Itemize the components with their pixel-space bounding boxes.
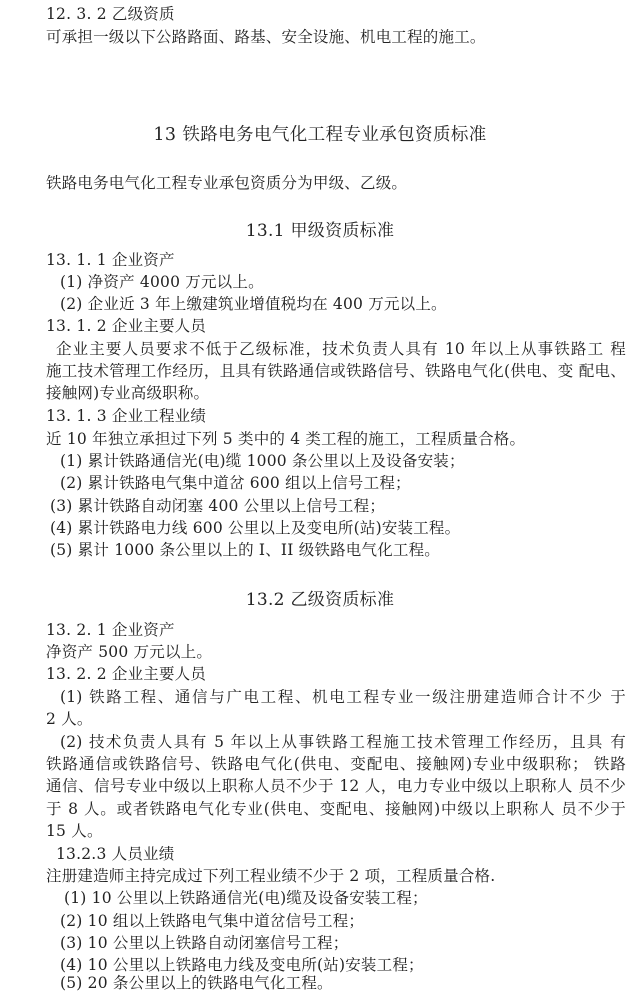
grade-a-assets-heading: 13. 1. 1 企业资产	[46, 251, 175, 269]
grade-a-personnel-text: 企业主要人员要求不低于乙级标准，技术负责人具有 10 年以上从事铁路工 程	[56, 340, 626, 358]
grade-a-performance-heading: 13. 1. 3 企业工程业绩	[46, 407, 207, 425]
grade-b-performance-item: (1) 10 公里以上铁路通信光(电)缆及设备安装工程；	[64, 889, 428, 907]
grade-b-assets-heading: 13. 2. 1 企业资产	[46, 621, 175, 639]
grade-b-personnel-item2: 于 8 人。或者铁路电气化专业(供电、变配电、接触网)中级以上职称人 员不少于	[46, 800, 626, 818]
grade-a-personnel-heading: 13. 1. 2 企业主要人员	[46, 317, 207, 335]
grade-a-performance-item: (3) 累计铁路自动闭塞 400 公里以上信号工程；	[50, 497, 386, 515]
grade-b-title: 13.2 乙级资质标准	[245, 590, 395, 610]
grade-b-assets-text: 净资产 500 万元以上。	[46, 643, 213, 661]
grade-a-performance-intro: 近 10 年独立承担过下列 5 类中的 4 类工程的施工，工程质量合格。	[46, 430, 526, 448]
grade-a-title: 13.1 甲级资质标准	[245, 221, 395, 241]
chapter-13-intro: 铁路电务电气化工程专业承包资质分为甲级、乙级。	[46, 174, 408, 192]
grade-a-personnel-text: 接触网)专业高级职称。	[46, 384, 210, 402]
grade-b-personnel-item1: 2 人。	[46, 710, 93, 728]
grade-b-personnel-item2: 15 人。	[46, 822, 103, 840]
grade-a-performance-item: (4) 累计铁路电力线 600 公里以上及变电所(站)安装工程。	[50, 519, 461, 537]
grade-b-performance-item: (5) 20 条公里以上的铁路电气化工程。	[60, 974, 333, 992]
grade-b-personnel-item2: 铁路通信或铁路信号、铁路电气化(供电、变配电、接触网)专业中级职称； 铁路	[46, 755, 626, 773]
section-12-3-2-heading: 12. 3. 2 乙级资质	[46, 5, 175, 23]
section-12-3-2-text: 可承担一级以下公路路面、路基、安全设施、机电工程的施工。	[46, 28, 486, 46]
grade-b-personnel-item2: (2) 技术负责人具有 5 年以上从事铁路工程施工技术管理工作经历，且具 有	[60, 733, 626, 751]
grade-a-assets-item: (2) 企业近 3 年上缴建筑业增值税均在 400 万元以上。	[60, 295, 447, 313]
grade-a-performance-item: (2) 累计铁路电气集中道岔 600 组以上信号工程；	[60, 474, 411, 492]
grade-b-performance-intro: 注册建造师主持完成过下列工程业绩不少于 2 项，工程质量合格.	[46, 867, 496, 885]
grade-b-performance-item: (2) 10 组以上铁路电气集中道岔信号工程；	[60, 912, 365, 930]
chapter-13-title: 13 铁路电务电气化工程专业承包资质标准	[153, 125, 487, 145]
grade-a-personnel-text: 施工技术管理工作经历，且具有铁路通信或铁路信号、铁路电气化(供电、变 配电、	[46, 362, 626, 380]
grade-b-performance-heading: 13.2.3 人员业绩	[56, 845, 175, 863]
grade-b-performance-item: (3) 10 公里以上铁路自动闭塞信号工程；	[60, 934, 349, 952]
grade-b-personnel-heading: 13. 2. 2 企业主要人员	[46, 665, 207, 683]
grade-b-personnel-item2: 通信、信号专业中级以上职称人员不少于 12 人，电力专业中级以上职称人 员不少	[46, 777, 626, 795]
grade-b-performance-item: (4) 10 公里以上铁路电力线及变电所(站)安装工程；	[60, 956, 424, 974]
grade-a-assets-item: (1) 净资产 4000 万元以上。	[60, 273, 264, 291]
grade-a-performance-item: (1) 累计铁路通信光(电)缆 1000 条公里以上及设备安装；	[60, 452, 465, 470]
grade-b-personnel-item1: (1) 铁路工程、通信与广电工程、机电工程专业一级注册建造师合计不少 于	[60, 688, 626, 706]
grade-a-performance-item: (5) 累计 1000 条公里以上的 I、II 级铁路电气化工程。	[50, 541, 441, 559]
